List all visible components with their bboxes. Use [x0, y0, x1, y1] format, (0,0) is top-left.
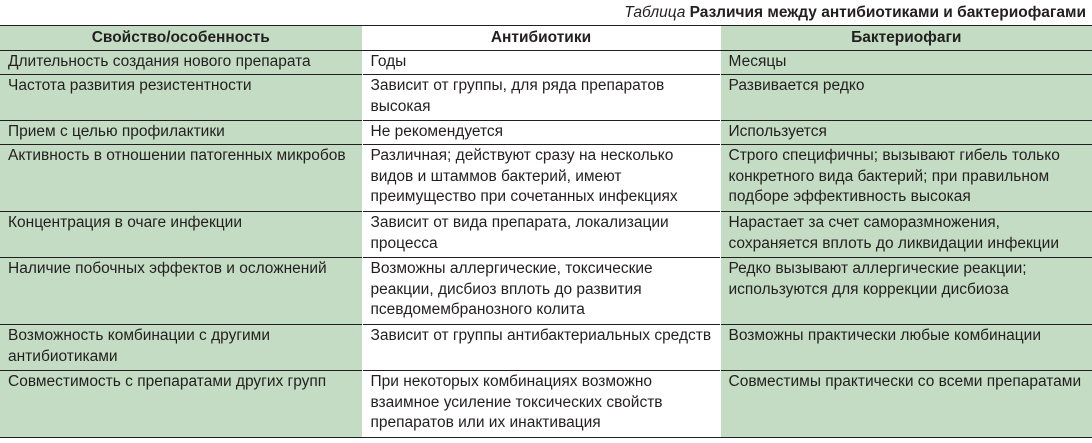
table-row — [0, 258, 1092, 325]
cell-property: Концентрация в очаге инфекции — [0, 212, 362, 258]
table-row — [0, 75, 1092, 121]
cell-property: Совместимость с препаратами других групп — [0, 371, 362, 438]
cell-property: Возможность комбинации с другими антибиотиками — [0, 325, 362, 371]
table-row — [0, 51, 1092, 75]
cell-antibiotics: Зависит от вида препарата, локализации процесса — [362, 212, 720, 258]
cell-property: Частота развития резистентности — [0, 75, 362, 121]
cell-antibiotics: Зависит от группы антибактериальных средств — [362, 325, 720, 371]
cell-antibiotics: Зависит от группы, для ряда препаратов высокая — [362, 75, 720, 121]
caption-prefix: Таблица — [624, 4, 686, 21]
cell-antibiotics: Годы — [362, 51, 720, 75]
table-caption — [0, 0, 1092, 26]
cell-bacteriophages: Месяцы — [720, 51, 1092, 75]
header-cell-bacteriophages: Бактериофаги — [720, 26, 1092, 51]
caption-title: Различия между антибиотиками и бактериофагами — [689, 4, 1086, 21]
header-cell-antibiotics: Антибиотики — [362, 26, 720, 51]
cell-bacteriophages: Развивается редко — [720, 75, 1092, 121]
cell-bacteriophages: Возможны практически любые комбинации — [720, 325, 1092, 371]
cell-property: Длительность создания нового препарата — [0, 51, 362, 75]
cell-bacteriophages: Используется — [720, 121, 1092, 145]
cell-antibiotics: Не рекомендуется — [362, 121, 720, 145]
header-cell-property: Свойство/особенность — [0, 26, 362, 51]
table-row — [0, 212, 1092, 258]
cell-bacteriophages: Редко вызывают аллергические реакции; используются для коррекции дисбиоза — [720, 258, 1092, 325]
cell-property: Прием с целью профилактики — [0, 121, 362, 145]
header-row — [0, 26, 1092, 51]
table-row — [0, 325, 1092, 371]
cell-antibiotics: При некоторых комбинациях возможно взаимное усиление токсических свойств препаратов или их инактивация — [362, 371, 720, 438]
table-row — [0, 145, 1092, 212]
cell-antibiotics: Возможны аллергические, токсические реакции, дисбиоз вплоть до развития псевдомембранозного колита — [362, 258, 720, 325]
comparison-table — [0, 26, 1092, 438]
cell-bacteriophages: Нарастает за счет саморазмножения, сохраняется вплоть до ликвидации инфекции — [720, 212, 1092, 258]
cell-property: Активность в отношении патогенных микробов — [0, 145, 362, 212]
table-row — [0, 371, 1092, 438]
table-row — [0, 121, 1092, 145]
cell-property: Наличие побочных эффектов и осложнений — [0, 258, 362, 325]
cell-bacteriophages: Строго специфичны; вызывают гибель только конкретного вида бактерий; при правильном подборе эффективность высокая — [720, 145, 1092, 212]
cell-antibiotics: Различная; действуют сразу на несколько видов и штаммов бактерий, имеют преимущество при сочетанных инфекциях — [362, 145, 720, 212]
cell-bacteriophages: Совместимы практически со всеми препаратами — [720, 371, 1092, 438]
